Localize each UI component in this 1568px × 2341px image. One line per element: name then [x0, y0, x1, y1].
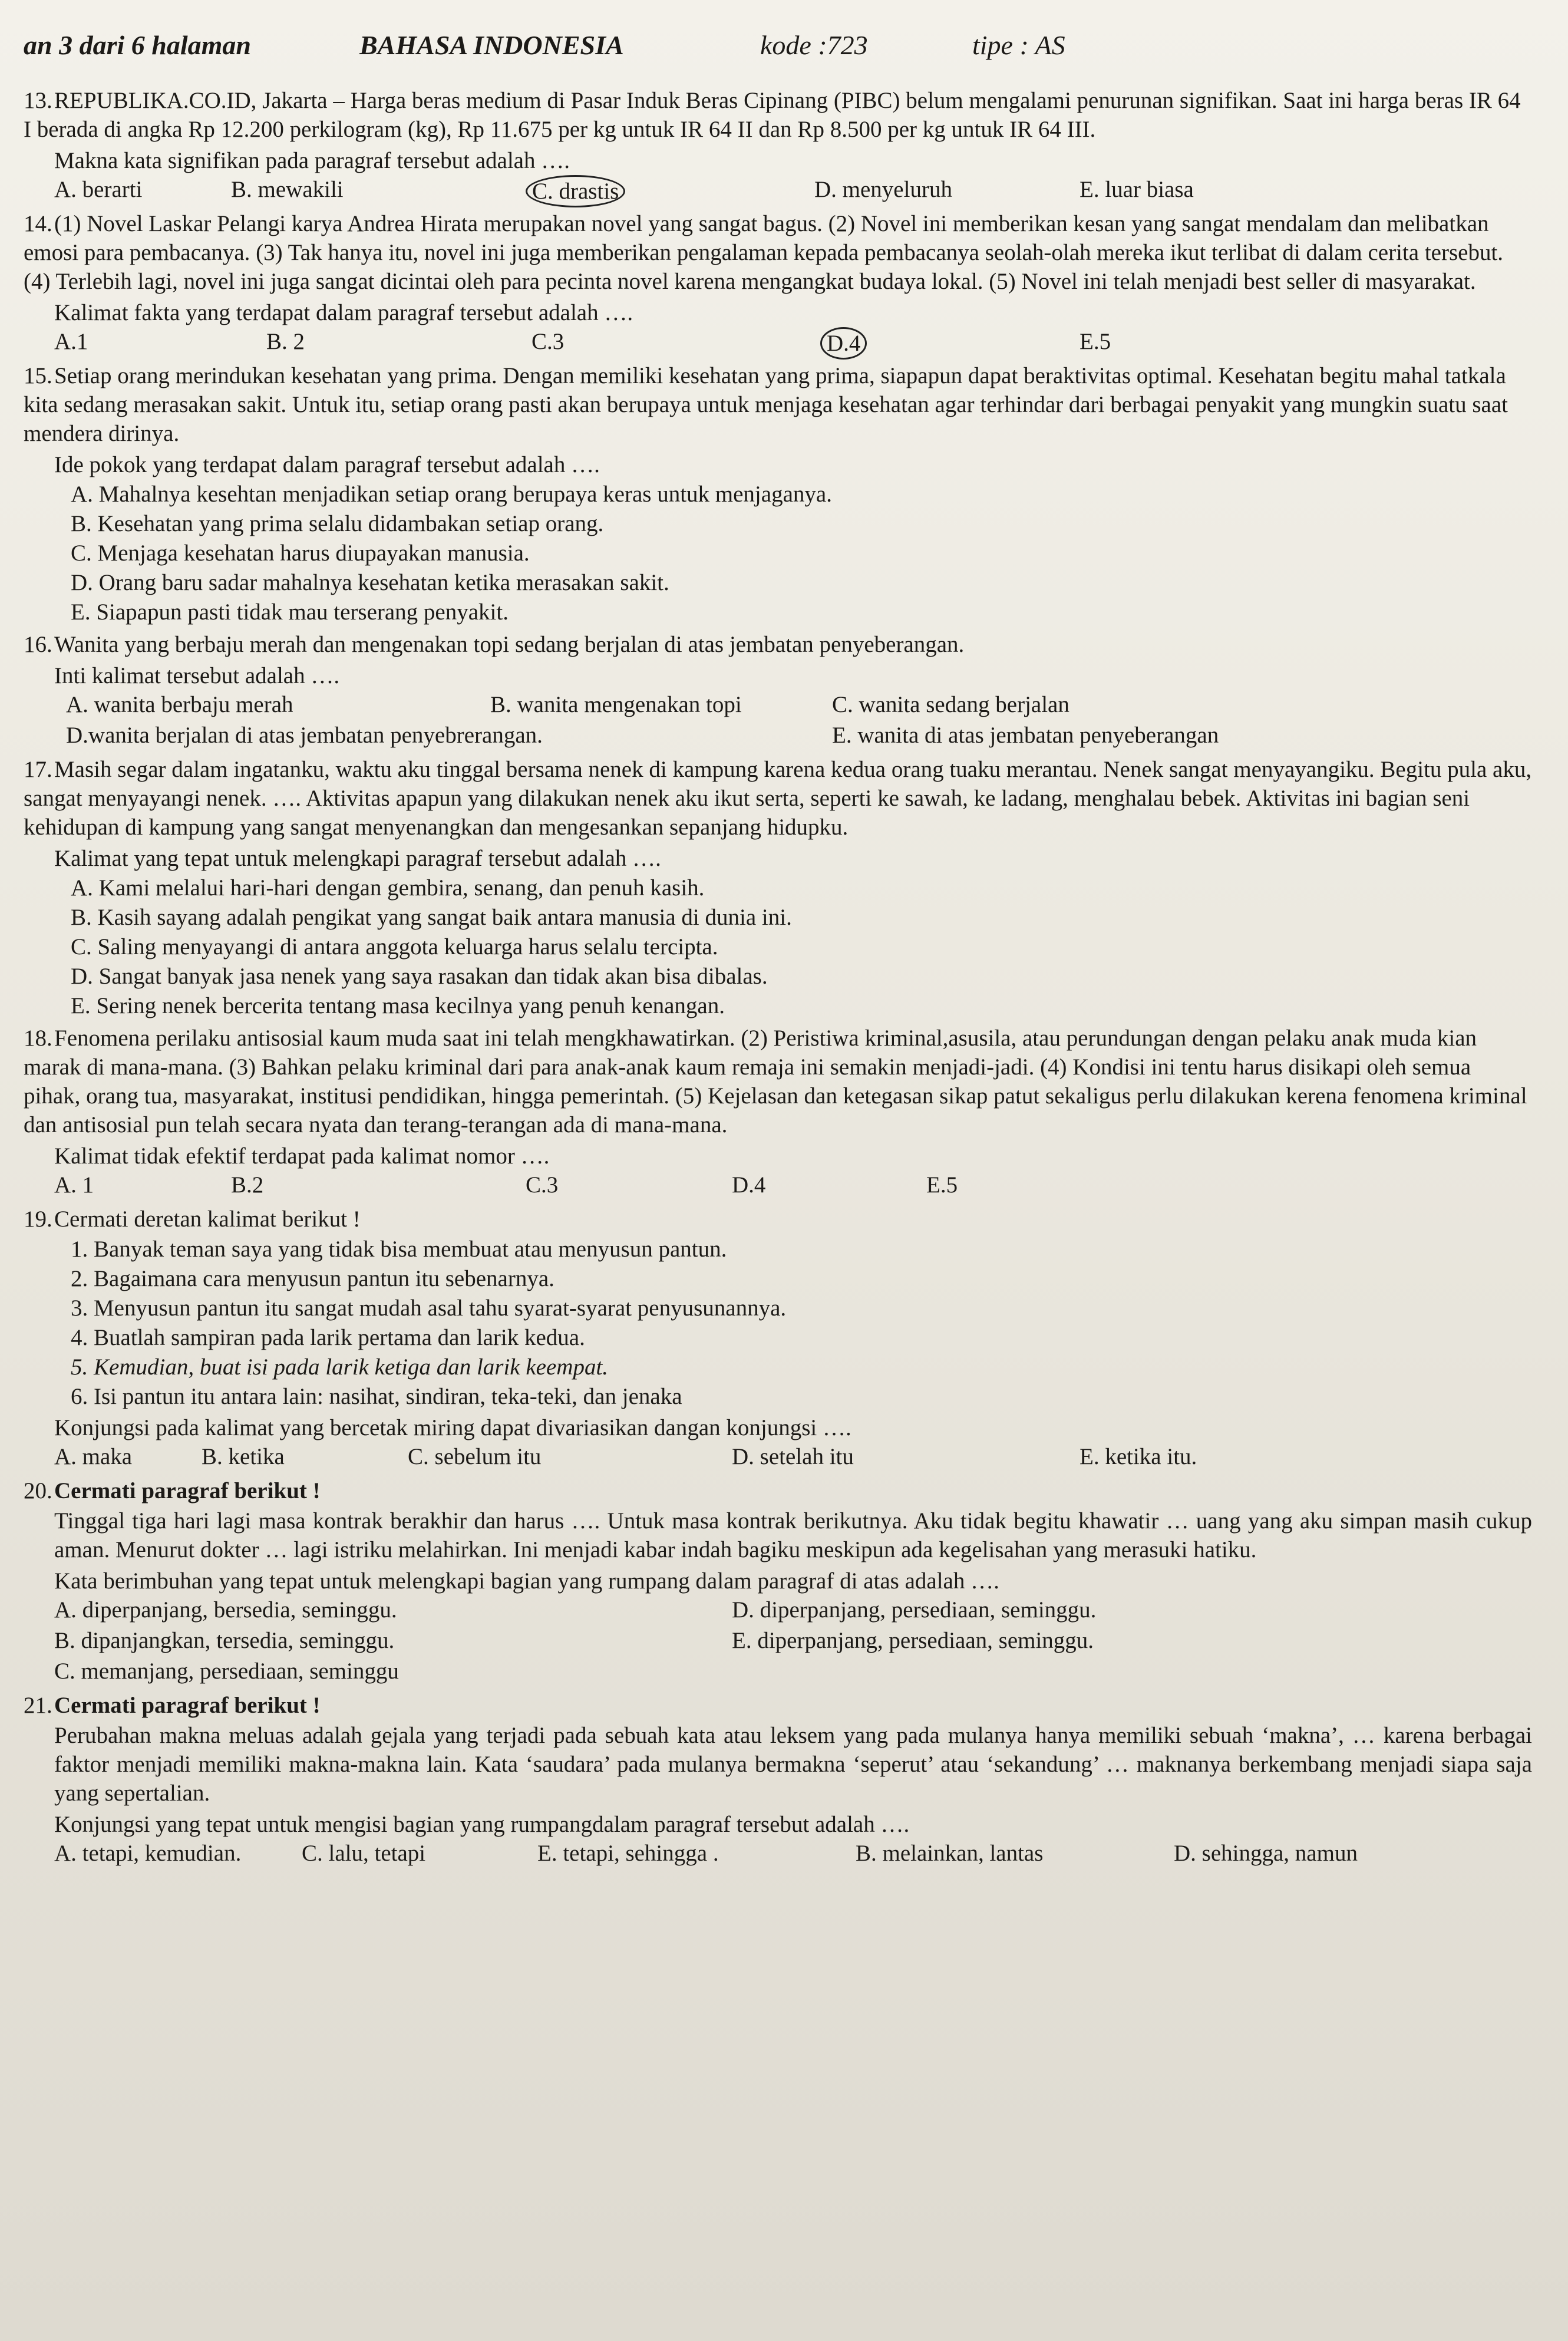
- question-number: 17.: [24, 757, 52, 782]
- question-paragraph: Setiap orang merindukan kesehatan yang prima. Dengan memiliki kesehatan yang prima, siapapun dapat beraktivitas optimal. Kesehatan begitu mahal tatkala kita sedang merasakan sakit. Untuk itu, setiap orang pasti akan berupaya untuk menjaga kesehatan agar terhindar dari berbagai penyakit yang mungkin suatu saat mendera dirinya.: [24, 363, 1508, 446]
- question-paragraph: Masih segar dalam ingatanku, waktu aku tinggal bersama nenek di kampung karena kedua orang tuaku merantau. Nenek sangat menyayangiku. Begitu pula aku, sangat menyayangi nenek. …. Aktivitas apapun yang dilakukan nenek aku ikut serta, seperti ke sawah, ke ladang, menghalau bebek. Aktivitas ini bagian seni kehidupan di kampung yang sangat menyenangkan dan mengesankan sepanjang hidupku.: [24, 757, 1532, 840]
- answer-options-row3: [54, 1657, 1532, 1687]
- question-number: 19.: [24, 1206, 52, 1232]
- option-c[interactable]: C.3: [526, 1172, 559, 1198]
- option-e[interactable]: E.5: [926, 1172, 958, 1198]
- answer-options: [54, 327, 1532, 358]
- question-stem: Konjungsi pada kalimat yang bercetak miring dapat divariasikan dangan konjungsi ….: [54, 1415, 851, 1440]
- option-c[interactable]: C. Saling menyayangi di antara anggota keluarga harus selalu tercipta.: [71, 934, 718, 960]
- question-13: [24, 86, 1532, 206]
- sentence-2: 2. Bagaimana cara menyusun pantun itu sebenarnya.: [71, 1266, 554, 1291]
- option-a[interactable]: A. wanita berbaju merah: [66, 692, 293, 717]
- option-d[interactable]: D. menyeluruh: [814, 177, 952, 202]
- question-paragraph: REPUBLIKA.CO.ID, Jakarta – Harga beras medium di Pasar Induk Beras Cipinang (PIBC) belum mengalami penurunan signifikan. Saat ini harga beras IR 64 I berada di angka Rp 12.200 perkilogram (kg), Rp 11.675 per kg untuk IR 64 II dan Rp 8.500 per kg untuk IR 64 III.: [24, 88, 1521, 142]
- sentence-1: 1. Banyak teman saya yang tidak bisa membuat atau menyusun pantun.: [71, 1237, 727, 1262]
- question-instruction: Cermati paragraf berikut !: [54, 1693, 321, 1718]
- question-number: 15.: [24, 363, 52, 388]
- sentence-3: 3. Menyusun pantun itu sangat mudah asal tahu syarat-syarat penyusunannya.: [71, 1295, 787, 1321]
- option-d[interactable]: D. Orang baru sadar mahalnya kesehatan ketika merasakan sakit.: [71, 570, 669, 595]
- option-b[interactable]: B. melainkan, lantas: [856, 1841, 1044, 1866]
- question-15: [24, 361, 1532, 627]
- option-b[interactable]: B.2: [231, 1172, 264, 1198]
- option-e[interactable]: E. Siapapun pasti tidak mau terserang penyakit.: [71, 599, 509, 625]
- option-e[interactable]: E. luar biasa: [1080, 177, 1194, 202]
- answer-options-row1: [54, 690, 1532, 721]
- exam-type: tipe : AS: [972, 30, 1065, 60]
- option-d[interactable]: D. setelah itu: [732, 1444, 854, 1469]
- question-instruction: Cermati paragraf berikut !: [54, 1478, 321, 1503]
- question-stem: Inti kalimat tersebut adalah ….: [54, 663, 340, 688]
- question-21: [24, 1691, 1532, 1869]
- option-b[interactable]: B. ketika: [202, 1444, 285, 1469]
- question-stem: Kata berimbuhan yang tepat untuk melengkapi bagian yang rumpang dalam paragraf di atas adalah ….: [54, 1568, 999, 1594]
- question-18: [24, 1024, 1532, 1201]
- answer-options: [24, 480, 1532, 627]
- question-stem: Makna kata signifikan pada paragraf tersebut adalah ….: [54, 148, 570, 173]
- answer-options-row2: [54, 721, 1532, 751]
- option-a[interactable]: A. tetapi, kemudian.: [54, 1841, 242, 1866]
- question-paragraph: Fenomena perilaku antisosial kaum muda saat ini telah mengkhawatirkan. (2) Peristiwa kriminal,asusila, atau perundungan dengan pelaku anak muda kian marak di mana-mana. (3) Bahkan pelaku kriminal dari para anak-anak kaum remaja ini semakin menjadi-jadi. (4) Kondisi ini tentu harus disikapi oleh semua pihak, orang tua, masyarakat, institusi pendidikan, hingga pemerintah. (5) Kejelasan dan ketegasan sikap patut sekaligus perlu dilakukan kerena fenomena kriminal dan antisosial pun telah secara nyata dan terang-terangan ada di mana-mana.: [24, 1026, 1527, 1137]
- option-b[interactable]: B. Kasih sayang adalah pengikat yang sangat baik antara manusia di dunia ini.: [71, 905, 792, 930]
- question-number: 20.: [24, 1478, 52, 1503]
- question-16: [24, 630, 1532, 751]
- option-a[interactable]: A. maka: [54, 1444, 133, 1469]
- question-paragraph: Tinggal tiga hari lagi masa kontrak berakhir dan harus …. Untuk masa kontrak berikutnya. Aku tidak begitu khawatir … uang yang aku simpan masih cukup aman. Menurut dokter … lagi istriku melahirkan. Ini menjadi kabar indah bagiku meskipun ada kegelisahan yang merasuki hatiku.: [54, 1508, 1532, 1562]
- option-c-selected[interactable]: C. drastis: [526, 175, 625, 207]
- question-number: 14.: [24, 211, 52, 236]
- option-a[interactable]: A. diperpanjang, bersedia, seminggu.: [54, 1597, 397, 1623]
- question-paragraph: (1) Novel Laskar Pelangi karya Andrea Hirata merupakan novel yang sangat bagus. (2) Novel ini memberikan kesan yang sangat mendalam dan melibatkan emosi para pembacanya. (3) Tak hanya itu, novel ini juga memberikan pengalaman kepada pembacanya seolah-olah mereka ikut terlibat di dalam cerita tersebut. (4) Terlebih lagi, novel ini juga sangat dicintai oleh para pecinta novel karena mengangkat budaya lokal. (5) Novel ini telah menjadi best seller di masyarakat.: [24, 211, 1504, 294]
- question-20: [24, 1476, 1532, 1687]
- question-stem: Kalimat yang tepat untuk melengkapi paragraf tersebut adalah ….: [54, 846, 661, 871]
- option-d[interactable]: D. Sangat banyak jasa nenek yang saya rasakan dan tidak akan bisa dibalas.: [71, 964, 768, 989]
- question-instruction: Cermati deretan kalimat berikut !: [54, 1206, 361, 1232]
- question-paragraph: Wanita yang berbaju merah dan mengenakan topi sedang berjalan di atas jembatan penyeberangan.: [54, 632, 965, 657]
- question-number: 18.: [24, 1026, 52, 1051]
- page-indicator: an 3 dari 6 halaman: [24, 30, 251, 60]
- option-c[interactable]: C. Menjaga kesehatan harus diupayakan manusia.: [71, 540, 530, 566]
- option-c[interactable]: C. lalu, tetapi: [302, 1841, 426, 1866]
- answer-options: [24, 873, 1532, 1020]
- question-14: [24, 209, 1532, 358]
- exam-code: kode :723: [760, 30, 868, 60]
- option-a[interactable]: A. Kami melalui hari-hari dengan gembira, senang, dan penuh kasih.: [71, 875, 705, 901]
- sentence-6: 6. Isi pantun itu antara lain: nasihat, sindiran, teka-teki, dan jenaka: [71, 1384, 682, 1409]
- subject-title: BAHASA INDONESIA: [359, 30, 624, 60]
- option-e[interactable]: E. Sering nenek bercerita tentang masa kecilnya yang penuh kenangan.: [71, 993, 725, 1018]
- answer-options: [54, 175, 1532, 206]
- option-c[interactable]: C. sebelum itu: [408, 1444, 542, 1469]
- question-number: 21.: [24, 1693, 52, 1718]
- option-e[interactable]: E. wanita di atas jembatan penyeberangan: [832, 723, 1219, 748]
- question-stem: Kalimat fakta yang terdapat dalam paragraf tersebut adalah ….: [54, 300, 633, 325]
- answer-options: [54, 1442, 1532, 1473]
- option-a[interactable]: A. Mahalnya kesehtan menjadikan setiap orang berupaya keras untuk menjaganya.: [71, 482, 832, 507]
- option-b[interactable]: B. mewakili: [231, 177, 344, 202]
- option-b[interactable]: B. Kesehatan yang prima selalu didambakan setiap orang.: [71, 511, 604, 536]
- question-17: [24, 755, 1532, 1020]
- option-b[interactable]: B. wanita mengenakan topi: [490, 692, 742, 717]
- option-d[interactable]: D.4: [732, 1172, 766, 1198]
- question-19: [24, 1205, 1532, 1473]
- option-b[interactable]: B. dipanjangkan, tersedia, seminggu.: [54, 1628, 395, 1653]
- option-d[interactable]: D.wanita berjalan di atas jembatan penyebrerangan.: [66, 723, 543, 748]
- option-a[interactable]: A.1: [54, 329, 88, 354]
- page-header: [24, 29, 1544, 83]
- question-stem: Ide pokok yang terdapat dalam paragraf tersebut adalah ….: [54, 452, 600, 477]
- question-paragraph: Perubahan makna meluas adalah gejala yang terjadi pada sebuah kata atau leksem yang pada mulanya hanya memiliki sebuah ‘makna’, … karena berbagai faktor menjadi memiliki makna-makna lain. Kata ‘saudara’ pada mulanya bermakna ‘seperut’ atau ‘sekandung’ … maknanya berkembang menjadi siapa saja yang sepertalian.: [54, 1723, 1532, 1806]
- option-b[interactable]: B. 2: [266, 329, 305, 354]
- question-number: 16.: [24, 632, 52, 657]
- sentence-5-italic: 5. Kemudian, buat isi pada larik ketiga dan larik keempat.: [71, 1354, 609, 1380]
- option-c[interactable]: C.3: [532, 329, 565, 354]
- option-d[interactable]: D. sehingga, namun: [1174, 1841, 1358, 1866]
- question-stem: Kalimat tidak efektif terdapat pada kalimat nomor ….: [54, 1143, 550, 1169]
- question-number: 13.: [24, 88, 52, 113]
- option-d[interactable]: D. diperpanjang, persediaan, seminggu.: [732, 1597, 1097, 1623]
- sentence-list: [24, 1235, 1532, 1411]
- option-c[interactable]: C. wanita sedang berjalan: [832, 692, 1069, 717]
- answer-options-row2: [54, 1626, 1532, 1657]
- option-e[interactable]: E. ketika itu.: [1080, 1444, 1197, 1469]
- question-list: [24, 83, 1532, 1869]
- option-c[interactable]: C. memanjang, persediaan, seminggu: [54, 1659, 399, 1684]
- option-e[interactable]: E. tetapi, sehingga .: [537, 1841, 719, 1866]
- option-e[interactable]: E. diperpanjang, persediaan, seminggu.: [732, 1628, 1094, 1653]
- answer-options: [54, 1839, 1532, 1869]
- sentence-4: 4. Buatlah sampiran pada larik pertama dan larik kedua.: [71, 1325, 585, 1350]
- option-d-selected[interactable]: D.4: [820, 327, 867, 360]
- answer-options: [54, 1170, 1532, 1201]
- option-a[interactable]: A. 1: [54, 1172, 94, 1198]
- option-a[interactable]: A. berarti: [54, 177, 143, 202]
- question-stem: Konjungsi yang tepat untuk mengisi bagian yang rumpangdalam paragraf tersebut adalah ….: [54, 1812, 910, 1837]
- answer-options-row1: [54, 1595, 1532, 1626]
- option-e[interactable]: E.5: [1080, 329, 1111, 354]
